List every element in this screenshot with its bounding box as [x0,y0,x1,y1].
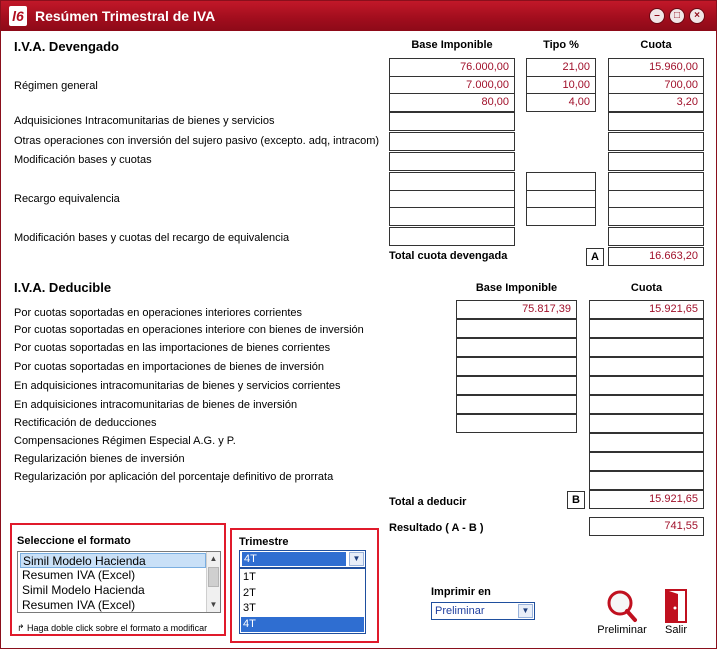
total-deducir-label: Total a deducir [389,496,467,508]
recargo-cuota-3[interactable] [608,207,704,226]
scroll-down-icon[interactable]: ▼ [209,600,218,609]
regimen-tipo-1[interactable]: 21,00 [526,58,596,77]
deducible-cuota-cell[interactable] [589,338,704,357]
otras-operaciones-label: Otras operaciones con inversión del sujero pasivo (excepto. adq, intracom) [14,135,380,147]
deducible-row-label: Regularización bienes de inversión [14,453,185,465]
window-title: Resúmen Trimestral de IVA [35,8,216,24]
formato-list-item[interactable]: Resumen IVA (Excel) [22,598,136,612]
regimen-cuota-2[interactable]: 700,00 [608,76,704,95]
modificacion-bases-cuota[interactable] [608,152,704,171]
devengado-tipo-header: Tipo % [543,39,579,51]
imprimir-title: Imprimir en [431,586,491,598]
deducible-cuota-cell[interactable] [589,395,704,414]
scroll-up-icon[interactable]: ▲ [209,554,218,563]
deducible-row-label: Por cuotas soportadas en operaciones interiores corrientes [14,307,302,319]
formato-title: Seleccione el formato [17,535,131,547]
deducible-cuota-cell[interactable] [589,452,704,471]
modificacion-recargo-cuota[interactable] [608,227,704,246]
devengado-cuota-header: Cuota [640,39,672,51]
chevron-down-icon[interactable]: ▼ [349,552,364,566]
deducible-cuota-cell[interactable] [589,471,704,490]
modificacion-bases-label: Modificación bases y cuotas [14,154,152,166]
formato-hint-text: Haga doble click sobre el formato a modificar [27,623,208,633]
regimen-cuota-3[interactable]: 3,20 [608,93,704,112]
trimestre-select[interactable] [239,550,366,568]
preliminar-button[interactable] [592,588,652,638]
magnifier-icon [604,588,640,624]
resultado-value: 741,55 [589,517,704,536]
deducible-base-cell[interactable] [456,357,577,376]
trimestre-title: Trimestre [239,536,289,548]
regimen-base-3[interactable]: 80,00 [389,93,515,112]
deducible-base-header: Base Imponible [475,282,558,294]
deducible-base-cell[interactable] [456,319,577,338]
hint-arrow-icon: ↱ [17,623,28,633]
regimen-tipo-3[interactable]: 4,00 [526,93,596,112]
trimestre-option[interactable]: 3T [243,602,256,614]
deducible-row-label: Rectificación de deducciones [14,417,157,429]
modificacion-bases-base[interactable] [389,152,515,171]
salir-button[interactable] [646,588,706,638]
adquisiciones-base[interactable] [389,112,515,131]
devengado-base-header: Base Imponible [411,39,493,51]
deducible-cuota-cell[interactable] [589,433,704,452]
exit-door-icon [662,588,692,624]
recargo-cuota-1[interactable] [608,172,704,191]
minimize-button[interactable]: – [649,8,665,24]
trimestre-option[interactable]: 4T [241,617,364,632]
deducible-title: I.V.A. Deducible [14,280,112,295]
title-bar [1,1,716,31]
recargo-equivalencia-label: Recargo equivalencia [14,193,120,205]
total-devengada-letter: A [586,248,604,266]
deducible-row-label: En adquisiciones intracomunitarias de bienes y servicios corrientes [14,380,341,392]
deducible-cuota-header: Cuota [630,282,663,294]
trimestre-option[interactable]: 2T [243,587,256,599]
regimen-tipo-2[interactable]: 10,00 [526,76,596,95]
formato-list-item[interactable]: Resumen IVA (Excel) [22,568,136,582]
scroll-thumb[interactable] [208,567,219,587]
deducible-base-cell[interactable] [456,376,577,395]
app-logo: l6 [9,6,27,26]
deducible-base-cell[interactable] [456,395,577,414]
total-deducir-letter: B [567,491,585,509]
chevron-down-icon[interactable]: ▼ [518,604,533,618]
preliminar-label: Preliminar [597,624,647,636]
trimestre-dropdown-list[interactable] [239,568,366,634]
modificacion-recargo-label: Modificación bases y cuotas del recargo de equivalencia [14,232,290,244]
resultado-label: Resultado ( A - B ) [389,522,484,534]
devengado-title: I.V.A. Devengado [14,39,119,54]
trimestre-value: 4T [242,552,346,566]
adquisiciones-cuota[interactable] [608,112,704,131]
recargo-tipo-3[interactable] [526,207,596,226]
deducible-row-label: Regularización por aplicación del porcentaje definitivo de prorrata [14,471,334,483]
recargo-base-3[interactable] [389,207,515,226]
deducible-cuota-cell[interactable] [589,414,704,433]
deducible-row-label: Por cuotas soportadas en operaciones interiore con bienes de inversión [14,324,364,336]
deducible-base-cell[interactable]: 75.817,39 [456,300,577,319]
deducible-cuota-cell[interactable] [589,319,704,338]
recargo-tipo-1[interactable] [526,172,596,191]
otras-operaciones-base[interactable] [389,132,515,151]
otras-operaciones-cuota[interactable] [608,132,704,151]
formato-listbox[interactable] [17,551,221,613]
total-deducir-value: 15.921,65 [589,490,704,509]
deducible-row-label: Por cuotas soportadas en importaciones de bienes de inversión [14,361,325,373]
trimestre-option[interactable]: 1T [243,571,256,583]
deducible-row-label: Por cuotas soportadas en las importaciones de bienes corrientes [14,342,331,354]
deducible-cuota-cell[interactable]: 15.921,65 [589,300,704,319]
maximize-button[interactable]: □ [669,8,685,24]
regimen-base-1[interactable]: 76.000,00 [389,58,515,77]
salir-label: Salir [664,624,687,636]
deducible-row-label: Compensaciones Régimen Especial A.G. y P. [14,435,236,447]
regimen-general-label: Régimen general [14,80,98,92]
regimen-cuota-1[interactable]: 15.960,00 [608,58,704,77]
close-button[interactable]: × [689,8,705,24]
modificacion-recargo-base[interactable] [389,227,515,246]
deducible-cuota-cell[interactable] [589,376,704,395]
deducible-base-cell[interactable] [456,338,577,357]
deducible-base-cell[interactable] [456,414,577,433]
deducible-row-label: En adquisiciones intracomunitarias de bienes de inversión [14,399,298,411]
total-devengada-label: Total cuota devengada [389,250,508,262]
formato-hint [17,623,207,634]
formato-scrollbar[interactable] [206,552,220,612]
formato-list-item[interactable]: Simil Modelo Hacienda [22,583,145,597]
regimen-base-2[interactable]: 7.000,00 [389,76,515,95]
recargo-base-1[interactable] [389,172,515,191]
imprimir-value: Preliminar [435,605,485,617]
adquisiciones-intracom-label: Adquisiciones Intracomunitarias de bienes y servicios [14,115,275,127]
formato-list-item[interactable]: Simil Modelo Hacienda [20,553,206,568]
deducible-cuota-cell[interactable] [589,357,704,376]
total-devengada-value: 16.663,20 [608,247,704,266]
imprimir-select[interactable] [431,602,535,620]
